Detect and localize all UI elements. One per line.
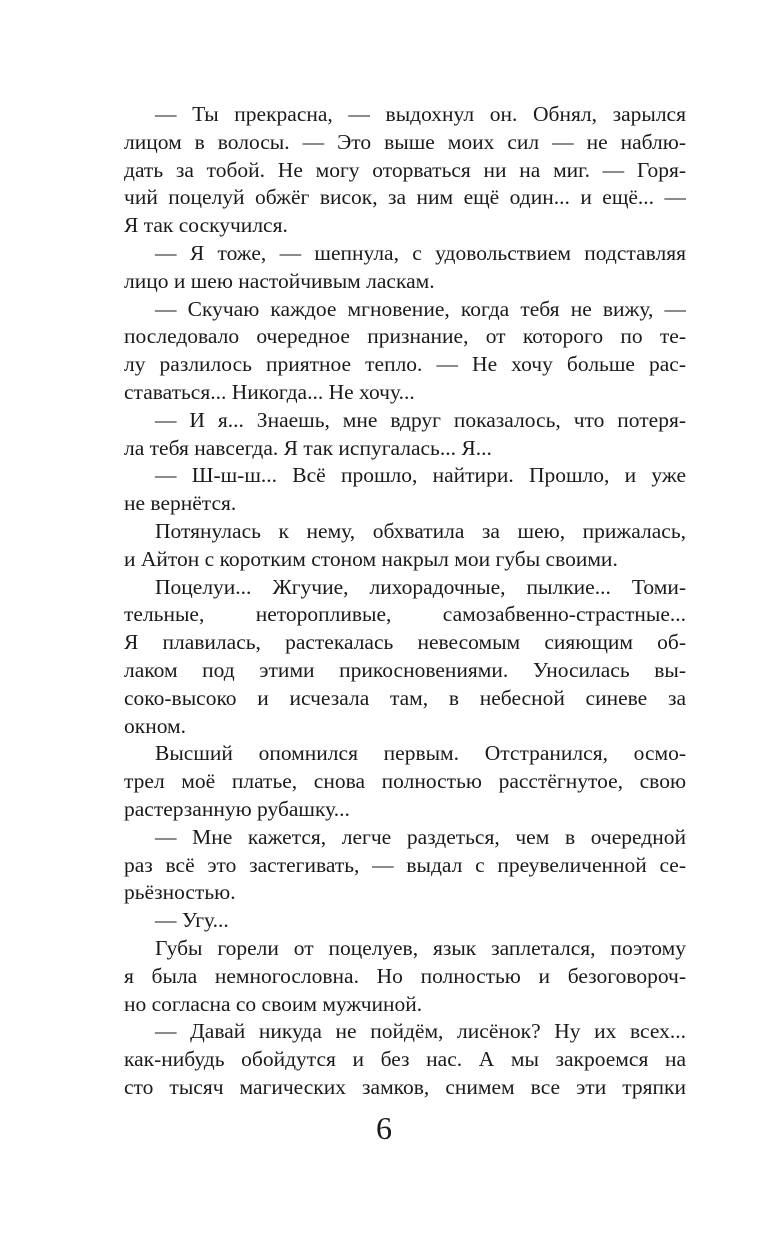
text-line: — Скучаю каждое мгновение, когда тебя не вижу, — (155, 296, 686, 321)
text-line: лу разлилось приятное тепло. — Не хочу больше рас- (124, 352, 686, 377)
text-line: Губы горели от поцелуев, язык заплетался, поэтому (155, 935, 686, 960)
text-line: сто тысяч магических замков, снимем все эти тряпки (124, 1074, 686, 1099)
text-line: рьёзностью. (124, 880, 236, 905)
text-line: — Давай никуда не пойдём, лисёнок? Ну их всех... (155, 1019, 686, 1044)
text-line: тельные, неторопливые, самозабвенно-страстные... (124, 602, 686, 627)
text-line: соко-высоко и исчезала там, в небесной синеве за (124, 685, 686, 710)
text-line: Потянулась к нему, обхватила за шею, прижалась, (155, 518, 686, 543)
text-line: — Угу... (155, 908, 229, 933)
text-line: лицо и шею настойчивым ласкам. (124, 268, 435, 293)
text-line: дать за тобой. Не могу оторваться ни на миг. — Горя- (124, 157, 686, 182)
text-line: лицом в волосы. — Это выше моих сил — не наблю- (124, 129, 686, 154)
text-line: — Мне кажется, легче раздеться, чем в очередной (155, 824, 686, 849)
text-line: чий поцелуй обжёг висок, за ним ещё один... и ещё... — (124, 185, 686, 210)
text-line: я была немногословна. Но полностью и безоговороч- (124, 963, 686, 988)
text-line: Я так соскучился. (124, 213, 288, 238)
text-line: Поцелуи... Жгучие, лихорадочные, пылкие... Томи- (155, 574, 686, 599)
text-line: не вернётся. (124, 491, 237, 516)
text-line: ставаться... Никогда... Не хочу... (124, 379, 415, 404)
body-text (124, 101, 686, 1102)
text-line: последовало очередное признание, от которого по те- (124, 324, 686, 349)
text-line: как-нибудь обойдутся и без нас. А мы закроемся на (124, 1047, 686, 1072)
text-line: — Ш-ш-ш... Всё прошло, найтири. Прошло, и уже (155, 463, 686, 488)
text-line: ла тебя навсегда. Я так испугалась... Я... (124, 435, 492, 460)
text-line: Я плавилась, растекалась невесомым сияющим об- (124, 630, 686, 655)
page-number: 6 (376, 1110, 392, 1146)
text-line: и Айтон с коротким стоном накрыл мои губы своими. (124, 546, 618, 571)
text-line: — Я тоже, — шепнула, с удовольствием подставляя (155, 240, 686, 265)
text-line: трел моё платье, снова полностью расстёгнутое, свою (124, 769, 686, 794)
text-line: лаком под этими прикосновениями. Уносилась вы- (124, 657, 686, 682)
text-line: — Ты прекрасна, — выдохнул он. Обнял, зарылся (155, 102, 686, 126)
text-line: окном. (124, 713, 187, 738)
text-line: растерзанную рубашку... (124, 796, 350, 821)
text-line: Высший опомнился первым. Отстранился, осмо- (155, 741, 686, 766)
text-line: — И я... Знаешь, мне вдруг показалось, что потеря- (155, 407, 686, 432)
text-line: но согласна со своим мужчиной. (124, 991, 423, 1016)
text-line: раз всё это застегивать, — выдал с преувеличенной се- (124, 852, 686, 877)
